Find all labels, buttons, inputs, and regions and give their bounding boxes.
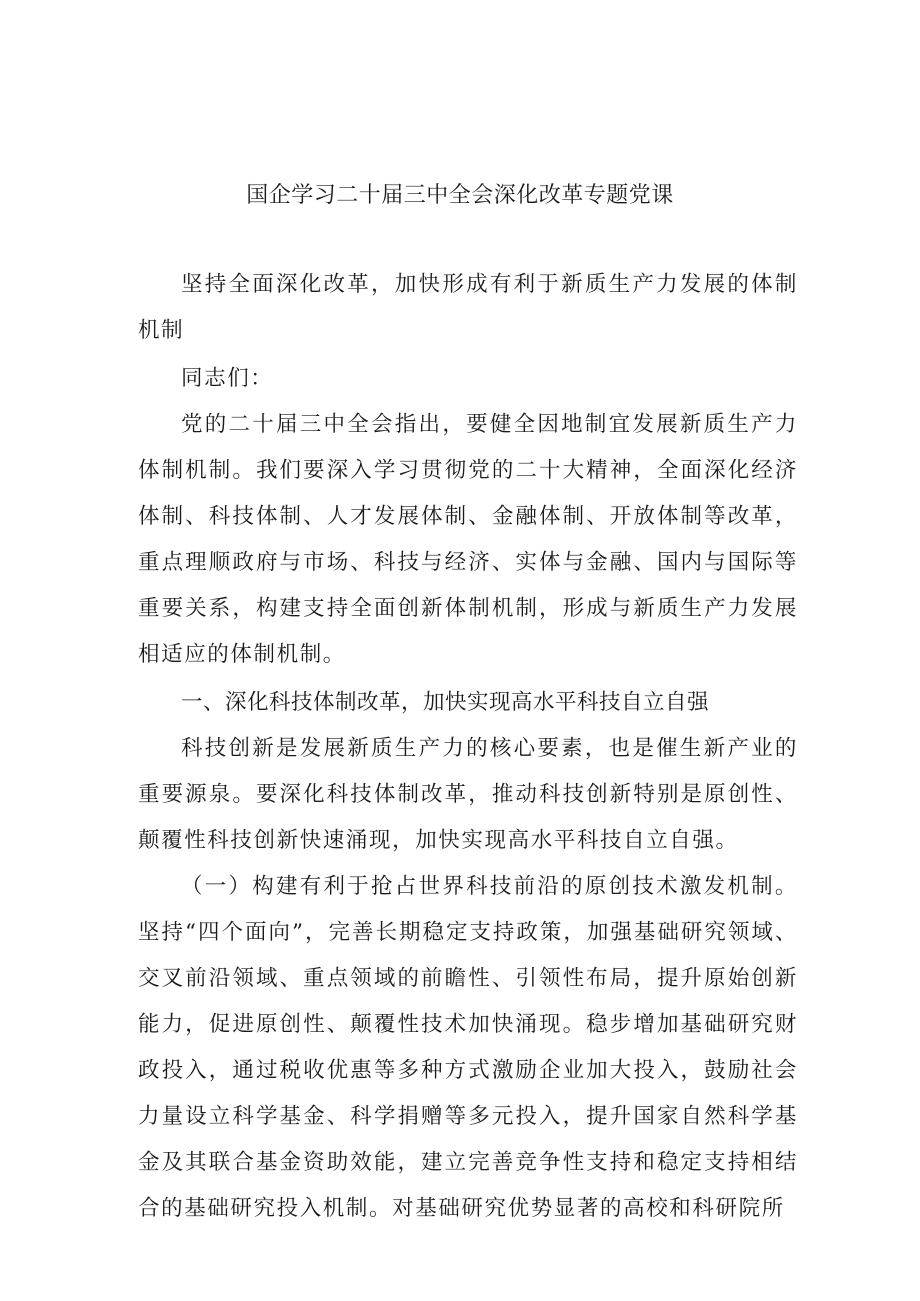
document-subtitle: 坚持全面深化改革，加快形成有利于新质生产力发展的体制机制 — [138, 272, 798, 343]
document-body — [138, 262, 798, 1232]
document-title: 国企学习二十届三中全会深化改革专题党课 — [246, 183, 674, 208]
greeting: 同志们： — [181, 366, 274, 391]
intro-paragraph: 党的二十届三中全会指出，要健全因地制宜发展新质生产力体制机制。我们要深入学习贯彻党的二十大精神，全面深化经济体制、科技体制、人才发展体制、金融体制、开放体制等改革，重点理顺政府与市场、科技与经济、实体与金融、国内与国际等重要关系，构建支持全面创新体制机制，形成与新质生产力发展相适应的体制机制。 — [138, 412, 798, 667]
section-1-heading: 一、深化科技体制改革，加快实现高水平科技自立自强 — [181, 690, 710, 715]
section-1-paragraph-1: 科技创新是发展新质生产力的核心要素，也是催生新产业的重要源泉。要深化科技体制改革，推动科技创新特别是原创性、颠覆性科技创新快速涌现，加快实现高水平科技自立自强。 — [138, 736, 798, 853]
section-1-paragraph-2: （一）构建有利于抢占世界科技前沿的原创技术激发机制。坚持“四个面向”，完善长期稳定支持政策，加强基础研究领域、交叉前沿领域、重点领域的前瞻性、引领性布局，提升原始创新能力，促进原创性、颠覆性技术加快涌现。稳步增加基础研究财政投入，通过税收优惠等多种方式激励企业加大投入，鼓励社会力量设立科学基金、科学捐赠等多元投入，提升国家自然科学基金及其联合基金资助效能，建立完善竞争性支持和稳定支持相结合的基础研究投入机制。对基础研究优势显著的高校和科研院所 — [138, 874, 798, 1221]
